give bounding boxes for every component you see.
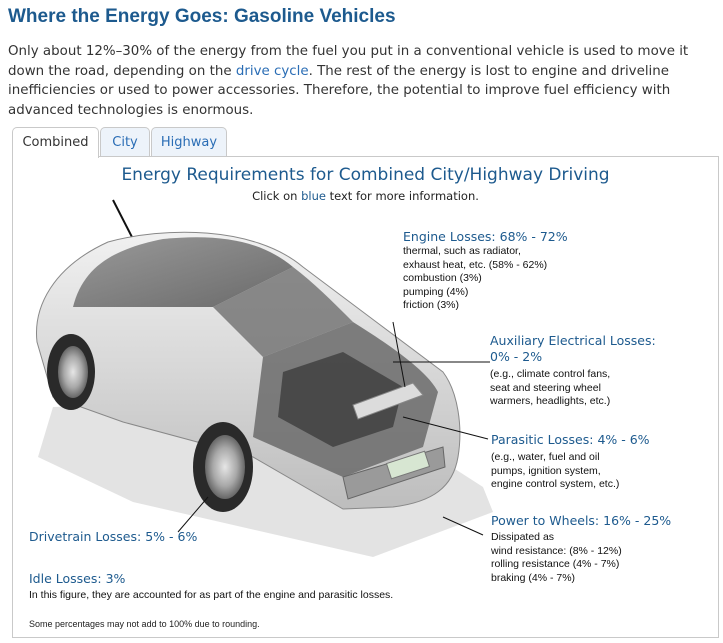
auxiliary-losses-line: (e.g., climate control fans,	[490, 368, 611, 380]
power-to-wheels-line: rolling resistance (4% - 7%)	[491, 558, 620, 571]
auxiliary-losses-line: seat and steering wheel	[490, 381, 601, 394]
engine-losses-heading[interactable]: Engine Losses: 68% - 72%	[403, 229, 568, 244]
engine-losses-line: friction (3%)	[403, 299, 460, 312]
idle-losses-heading[interactable]: Idle Losses: 3%	[29, 571, 126, 586]
rear-wheel-rim	[58, 346, 88, 398]
parasitic-losses-line: pumps, ignition system,	[491, 464, 601, 477]
drive-cycle-link[interactable]: drive cycle	[235, 63, 309, 79]
antenna	[113, 200, 134, 241]
subtitle-blue-word: blue	[301, 189, 326, 203]
rounding-footnote: Some percentages may not add to 100% due to rounding.	[29, 619, 260, 629]
parasitic-losses-line: engine control system, etc.)	[491, 478, 620, 491]
engine-losses-line: exhaust heat, etc. (58% - 62%)	[403, 258, 548, 271]
figure-panel	[12, 156, 719, 638]
parasitic-losses-line: (e.g., water, fuel and oil	[491, 451, 600, 463]
drivetrain-losses-label	[29, 529, 197, 545]
parasitic-losses-heading[interactable]: Parasitic Losses: 4% - 6%	[491, 432, 650, 447]
auxiliary-losses-line: warmers, headlights, etc.)	[490, 395, 611, 408]
intro-paragraph	[8, 42, 713, 120]
subtitle-text-1: Click on	[252, 189, 302, 203]
intro-text-2: . The rest of the energy is lost to engine and driveline inefficiencies or used to power accessories. Therefore, the potential to improve fuel efficiency with advanced technologies is enormous.	[8, 63, 671, 118]
drivetrain-losses-heading[interactable]: Drivetrain Losses: 5% - 6%	[29, 529, 198, 544]
power-to-wheels-line: braking (4% - 7%)	[491, 571, 576, 584]
engine-losses-label	[403, 229, 568, 313]
parasitic-losses-label	[491, 432, 650, 492]
tab-highway[interactable]: Highway	[151, 127, 227, 157]
auxiliary-losses-heading[interactable]: Auxiliary Electrical Losses:	[490, 333, 656, 348]
power-to-wheels-label	[491, 513, 671, 585]
engine-losses-line: thermal, such as radiator,	[403, 245, 521, 257]
auxiliary-losses-label	[490, 333, 656, 409]
power-to-wheels-line: Dissipated as	[491, 531, 555, 543]
auxiliary-losses-percent[interactable]: 0% - 2%	[490, 349, 543, 364]
idle-losses-label	[29, 571, 393, 603]
engine-losses-line: pumping (4%)	[403, 285, 469, 298]
page-title: Where the Energy Goes: Gasoline Vehicles	[8, 6, 396, 27]
idle-losses-line: In this figure, they are accounted for as part of the engine and parasitic losses.	[29, 589, 394, 601]
figure-title: Energy Requirements for Combined City/Highway Driving	[121, 165, 610, 185]
intro-text-1: Only about 12%–30% of the energy from the fuel you put in a conventional vehicle is used to move it down the road, depending on the	[8, 44, 689, 79]
tab-city[interactable]: City	[100, 127, 150, 157]
engine-losses-line: combustion (3%)	[403, 272, 482, 285]
subtitle-text-2: text for more information.	[325, 189, 479, 203]
tab-combined[interactable]: Combined	[12, 127, 99, 158]
front-wheel-rim	[205, 435, 245, 499]
power-to-wheels-heading[interactable]: Power to Wheels: 16% - 25%	[491, 513, 672, 528]
power-to-wheels-line: wind resistance: (8% - 12%)	[491, 544, 622, 557]
